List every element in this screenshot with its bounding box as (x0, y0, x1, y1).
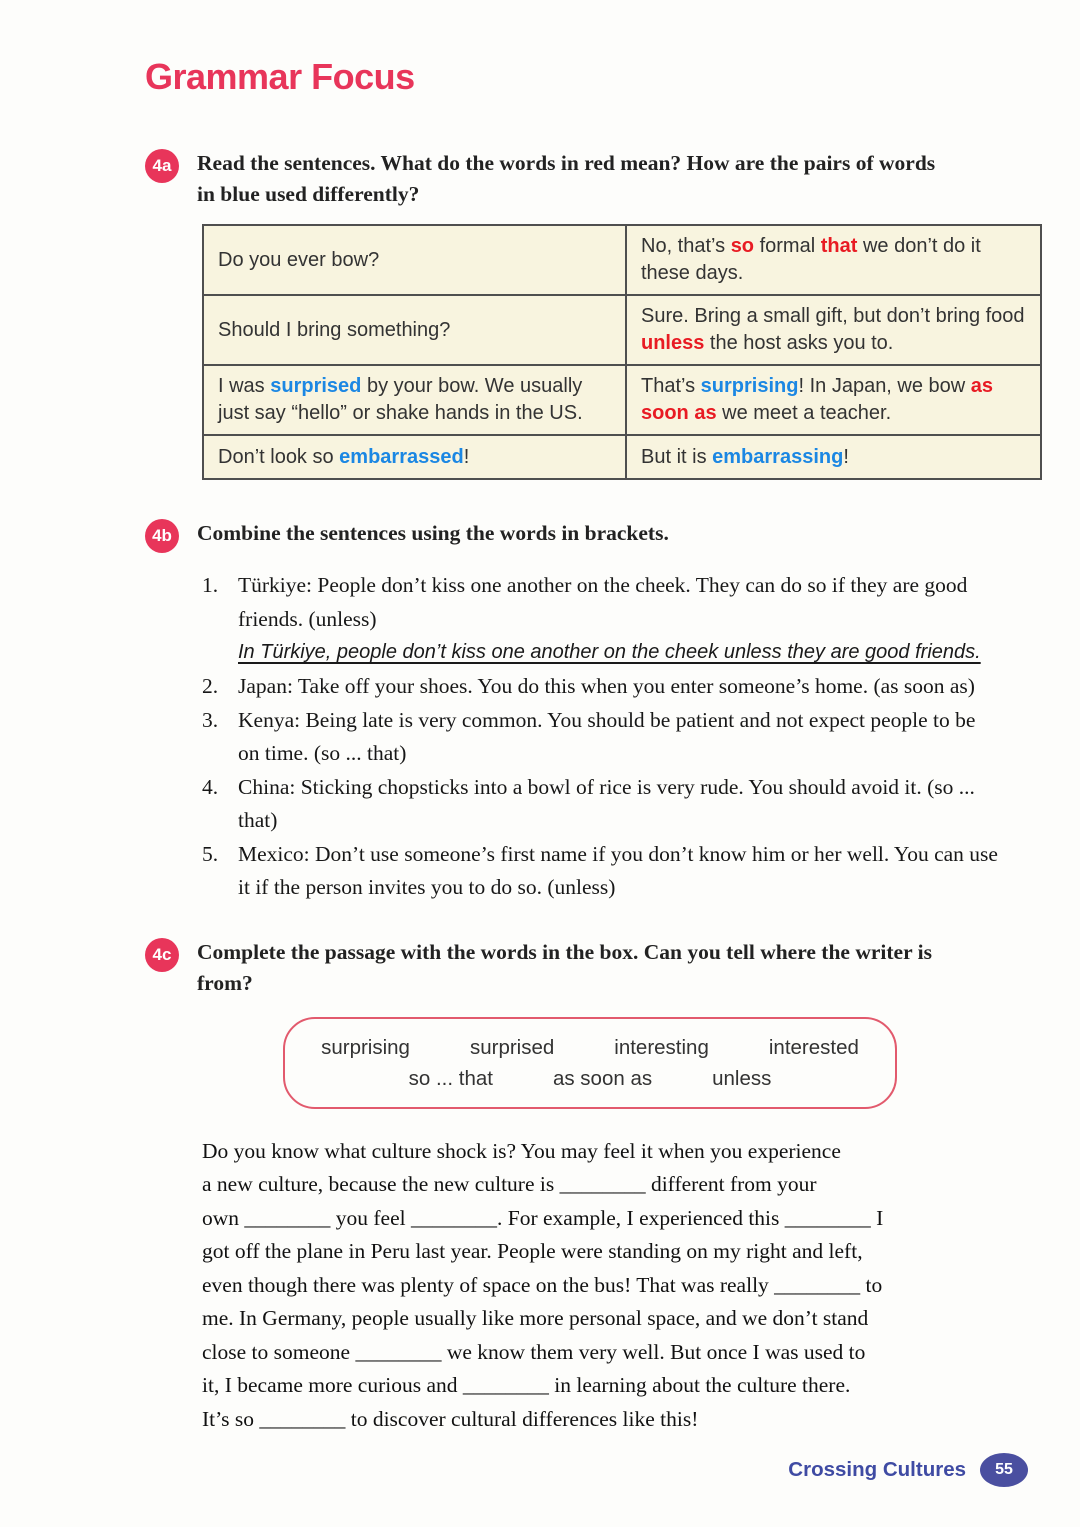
table-cell (626, 435, 1041, 479)
table-row (203, 365, 1041, 435)
text-segment: That’s (641, 375, 701, 397)
table-cell (626, 295, 1041, 365)
highlighted-word-red: so (730, 235, 755, 257)
text-segment: ! (463, 445, 470, 468)
section-4b-header (145, 518, 980, 553)
text-segment: we don’t do it these days. (641, 235, 981, 284)
item-number: 5. (202, 841, 219, 866)
highlighted-word-blue: surprising (700, 375, 799, 397)
table-row (203, 435, 1041, 479)
passage-line: even though there was plenty of space on the bus! That was really ________ to (202, 1272, 883, 1297)
word-box-word: unless (712, 1066, 772, 1090)
text-segment: Should I bring something? (218, 318, 451, 341)
section-4b-instruction: Combine the sentences using the words in brackets. (197, 521, 669, 545)
table-cell (626, 225, 1041, 295)
passage-line: it, I became more curious and ________ in learning about the culture there. (202, 1373, 851, 1397)
passage-line: close to someone ________ we know them very well. But once I was used to (202, 1339, 866, 1364)
word-box-row (311, 1063, 869, 1094)
item-number: 4. (202, 774, 219, 799)
highlighted-word-red: that (820, 235, 858, 257)
table-cell (203, 365, 626, 435)
list-item (202, 670, 1002, 704)
unit-title: Crossing Cultures (788, 1458, 966, 1481)
word-box-word: surprised (469, 1035, 555, 1059)
word-box-word: surprising (321, 1035, 410, 1059)
passage-line: own ________ you feel ________. For example, I experienced this ________ I (202, 1205, 884, 1230)
page-footer (788, 1453, 1028, 1487)
text-segment: the host asks you to. (704, 332, 894, 354)
highlighted-word-blue: surprised (270, 375, 362, 397)
section-4c-instruction: Complete the passage with the words in the box. Can you tell where the writer is from? (197, 939, 932, 995)
item-text: China: Sticking chopsticks into a bowl of rice is very rude. You should avoid it. (so ... that) (238, 774, 975, 832)
table-cell (203, 295, 626, 365)
item-text: Kenya: Being late is very common. You should be patient and not expect people to be on time. (so ... that) (238, 707, 976, 765)
text-segment: But it is (641, 445, 713, 468)
table-row (203, 295, 1041, 365)
text-segment: Do you ever bow? (218, 248, 380, 271)
section-4b (145, 518, 998, 905)
section-4c-badge: 4c (145, 938, 179, 972)
passage-line: got off the plane in Peru last year. People were standing on my right and left, (202, 1239, 863, 1263)
word-box-word: interested (768, 1035, 859, 1059)
item-number: 3. (202, 707, 219, 732)
section-4b-badge: 4b (145, 519, 179, 553)
passage-line: It’s so ________ to discover cultural differences like this! (202, 1406, 699, 1431)
list-item (202, 569, 1002, 670)
word-box (283, 1017, 897, 1109)
highlighted-word-red: as soon as (641, 375, 994, 424)
item-text: Mexico: Don’t use someone’s first name if you don’t know him or her well. You can use it if the person invites you to do so. (unless) (238, 841, 998, 899)
list-item (202, 838, 1002, 905)
text-segment: No, that’s (641, 235, 731, 257)
text-segment: Sure. Bring a small gift, but don’t bring food (641, 305, 1025, 327)
text-segment: I was (218, 375, 271, 397)
text-segment: formal (754, 235, 821, 257)
text-segment: Don’t look so (218, 445, 340, 468)
cloze-passage (202, 1135, 1002, 1437)
exercise-item-list (202, 569, 1002, 905)
passage-line: Do you know what culture shock is? You may feel it when you experience (202, 1138, 841, 1163)
text-segment: by your bow. We usually just say “hello” or shake hands in the US. (218, 375, 583, 424)
table-cell (203, 225, 626, 295)
item-body (238, 569, 1002, 670)
passage-line: a new culture, because the new culture is ________ different from your (202, 1172, 817, 1196)
item-number: 1. (202, 573, 219, 597)
passage-line: me. In Germany, people usually like more personal space, and we don’t stand (202, 1306, 869, 1330)
item-text: Türkiye: People don’t kiss one another on the cheek. They can do so if they are good friends. (unless) (238, 573, 968, 631)
word-box-word: as soon as (552, 1066, 653, 1090)
section-4a (145, 148, 1025, 480)
text-segment: ! (843, 445, 849, 468)
text-segment: ! In Japan, we bow (798, 375, 971, 397)
table-cell (203, 435, 626, 479)
section-4c (145, 937, 980, 1437)
section-4a-badge: 4a (145, 149, 179, 183)
highlighted-word-blue: embarrassing (712, 445, 844, 468)
table-cell (626, 365, 1041, 435)
page-number-badge: 55 (980, 1453, 1028, 1487)
item-number: 2. (202, 674, 219, 698)
page-title: Grammar Focus (145, 56, 415, 97)
example-answer: In Türkiye, people don’t kiss one another on the cheek unless they are good friends. (238, 641, 981, 663)
example-sentences-table (202, 224, 1042, 480)
word-box-word: so ... that (408, 1066, 493, 1090)
word-box-word: interesting (614, 1035, 709, 1059)
section-4c-header (145, 937, 980, 999)
list-item (202, 704, 1002, 771)
list-item (202, 771, 1002, 838)
highlighted-word-blue: embarrassed (339, 445, 464, 468)
table-row (203, 225, 1041, 295)
item-text: Japan: Take off your shoes. You do this when you enter someone’s home. (as soon as) (238, 674, 975, 698)
highlighted-word-red: unless (641, 332, 705, 354)
section-4a-header (145, 148, 980, 210)
section-4a-instruction: Read the sentences. What do the words in red mean? How are the pairs of words in blue used differently? (197, 151, 936, 206)
word-box-row (311, 1032, 869, 1063)
text-segment: we meet a teacher. (716, 402, 892, 424)
